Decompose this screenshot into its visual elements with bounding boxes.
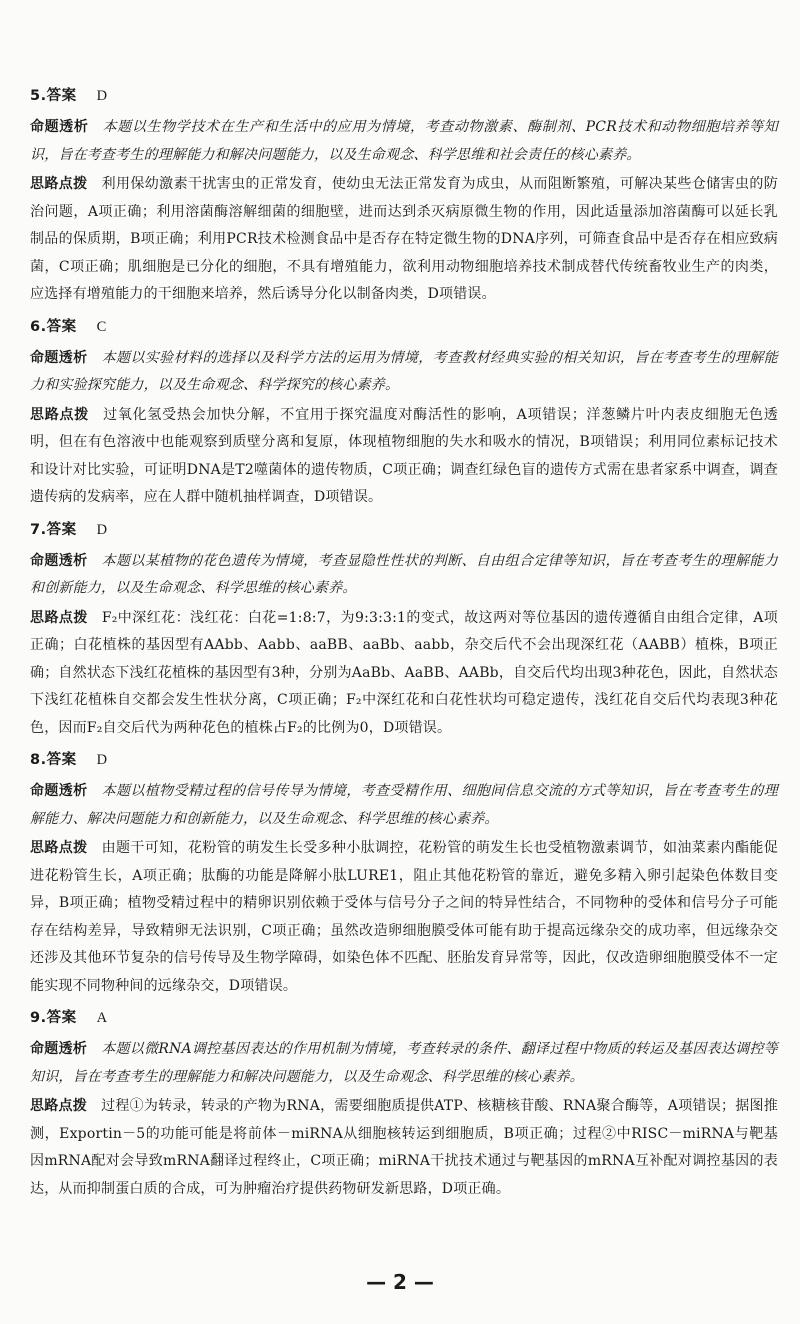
answer-value: D	[96, 521, 108, 538]
question-number: 8.	[30, 752, 47, 768]
intro-paragraph	[30, 548, 778, 603]
intro-text: 本题以实验材料的选择以及科学方法的运用为情境，考查教材经典实验的相关知识，旨在考查考生的理解能力和实验探究能力，以及生命观念、科学探究的核心素养。	[30, 349, 778, 393]
analysis-text: 过氧化氢受热会加快分解，不宜用于探究温度对酶活性的影响，A项错误；洋葱鳞片叶内表皮细胞无色透明，但在有色溶液中也能观察到质壁分离和复原，体现植物细胞的失水和吸水的情况，B项错误；利用同位素标记技术和设计对比实验，可证明DNA是T2噬菌体的遗传物质，C项正确；调查红绿色盲的遗传方式需在患者家系中调查，调查遗传病的发病率，应在人群中随机抽样调查，D项错误。	[30, 406, 778, 505]
answer-line	[30, 748, 778, 772]
intro-text: 本题以某植物的花色遗传为情境，考查显隐性性状的判断、自由组合定律等知识，旨在考查考生的理解能力和创新能力，以及生命观念、科学思维的核心素养。	[30, 552, 778, 596]
answer-label: 答案	[46, 752, 77, 768]
analysis-label: 思路点拨	[30, 406, 90, 423]
intro-label: 命题透析	[30, 349, 88, 366]
answer-line	[30, 518, 778, 542]
answer-value: C	[96, 318, 107, 335]
intro-label: 命题透析	[30, 119, 89, 135]
analysis-text: F₂中深红花：浅红花：白花=1:8:7，为9:3:3:1的变式，故这两对等位基因的遗传遵循自由组合定律，A项正确；白花植株的基因型有AAbb、Aabb、aaBB、aaBb、aabb，杂交后代不会出现深红花（AABB）植株，B项正确；自然状态下浅红花植株的基因型有3种，分别为AaBb、AaBB、AABb，自交后代均出现3种花色，因此，自然状态下浅红花植株自交都会发生性状分离，C项正确；F₂中深红花和白花性状均可稳定遗传，浅红花自交后代均表现3种花色，因而F₂自交后代为两种花色的植株占F₂的比例为0，D项错误。	[30, 609, 778, 736]
question-number: 9.	[30, 1010, 47, 1026]
analysis-paragraph	[30, 402, 778, 512]
intro-paragraph	[30, 1036, 778, 1091]
intro-text: 本题以植物受精过程的信号传导为情境，考查受精作用、细胞间信息交流的方式等知识，旨在考查考生的理解能力、解决问题能力和创新能力，以及生命观念、科学思维的核心素养。	[30, 783, 778, 827]
analysis-label: 思路点拨	[30, 609, 88, 626]
analysis-paragraph	[30, 171, 778, 309]
intro-text: 本题以生物学技术在生产和生活中的应用为情境，考查动物激素、酶制剂、PCR技术和动物细胞培养等知识，旨在考查考生的理解能力和解决问题能力，以及生命观念、科学思维和社会责任的核心素养。	[30, 119, 778, 163]
analysis-label: 思路点拨	[30, 840, 88, 856]
analysis-paragraph	[30, 835, 778, 1000]
analysis-text: 由题干可知，花粉管的萌发生长受多种小肽调控，花粉管的萌发生长也受植物激素调节，如油菜素内酯能促进花粉管生长，A项正确；肽酶的功能是降解小肽LURE1，阻止其他花粉管的靠近，避免多精入卵引起染色体数目变异，B项正确；植物受精过程中的精卵识别依赖于受体与信号分子之间的特异性结合，不同物种的受体和信号分子可能存在结构差异，导致精卵无法识别，C项正确；虽然改造卵细胞膜受体可能有助于提高远缘杂交的成功率，但远缘杂交还涉及其他环节复杂的信号传导及生物学障碍，如染色体不匹配、胚胎发育异常等，因此，仅改造卵细胞膜受体不一定能实现不同物种间的远缘杂交，D项错误。	[30, 840, 778, 994]
page-number: — 2 —	[366, 1270, 434, 1294]
answer-value: D	[96, 88, 108, 104]
question-8	[30, 748, 778, 1000]
intro-label: 命题透析	[30, 552, 88, 569]
intro-paragraph	[30, 778, 778, 833]
answer-label: 答案	[46, 521, 77, 538]
analysis-label: 思路点拨	[30, 176, 88, 192]
answer-line	[30, 315, 778, 339]
intro-paragraph	[30, 345, 778, 400]
analysis-paragraph	[30, 1093, 778, 1203]
question-number: 5.	[30, 88, 47, 104]
answer-line	[30, 84, 778, 108]
answer-label: 答案	[46, 318, 77, 335]
question-6	[30, 315, 778, 512]
answer-label: 答案	[46, 1010, 77, 1026]
answer-value: D	[96, 752, 108, 768]
answer-label: 答案	[46, 88, 77, 104]
question-number: 6.	[30, 318, 47, 335]
answer-value: A	[96, 1010, 108, 1026]
intro-text: 本题以微RNA调控基因表达的作用机制为情境，考查转录的条件、翻译过程中物质的转运及基因表达调控等知识，旨在考查考生的理解能力和解决问题能力，以及生命观念、科学思维的核心素养。	[30, 1041, 778, 1085]
analysis-text: 利用保幼激素干扰害虫的正常发育，使幼虫无法正常发育为成虫，从而阻断繁殖，可解决某些仓储害虫的防治问题，A项正确；利用溶菌酶溶解细菌的细胞壁，进而达到杀灭病原微生物的作用，因此适量添加溶菌酶可以延长乳制品的保质期，B项正确；利用PCR技术检测食品中是否存在特定微生物的DNA序列，可筛查食品中是否存在相应致病菌，C项正确；肌细胞是已分化的细胞，不具有增殖能力，欲利用动物细胞培养技术制成替代传统畜牧业生产的肉类，应选择有增殖能力的干细胞来培养，然后诱导分化以制备肉类，D项错误。	[30, 176, 778, 302]
question-9	[30, 1006, 778, 1203]
intro-label: 命题透析	[30, 783, 88, 799]
analysis-text: 过程①为转录，转录的产物为RNA，需要细胞质提供ATP、核糖核苷酸、RNA聚合酶等，A项错误；据图推测，Exportin－5的功能可能是将前体－miRNA从细胞核转运到细胞质，B项正确；过程②中RISC－miRNA与靶基因mRNA配对会导致mRNA翻译过程终止，C项正确；miRNA干扰技术通过与靶基因的mRNA互补配对调控基因的表达，从而抑制蛋白质的合成，可为肿瘤治疗提供药物研发新思路，D项正确。	[30, 1098, 778, 1197]
analysis-label: 思路点拨	[30, 1098, 88, 1114]
answer-line	[30, 1006, 778, 1030]
question-7	[30, 518, 778, 743]
intro-label: 命题透析	[30, 1041, 88, 1057]
analysis-paragraph	[30, 605, 778, 743]
intro-paragraph	[30, 114, 778, 169]
question-5	[30, 84, 778, 309]
question-number: 7.	[30, 521, 47, 538]
